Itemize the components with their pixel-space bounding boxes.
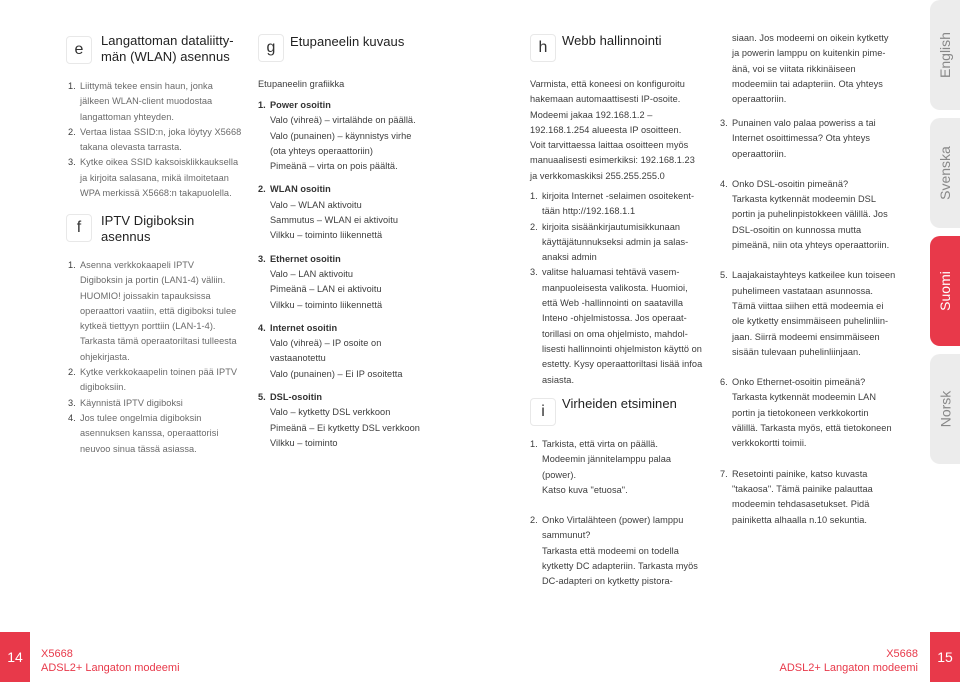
list-item-line: Onko Virtalähteen (power) lamppu	[542, 515, 684, 526]
list-item-number: 3.	[530, 267, 538, 278]
list-item	[258, 98, 458, 174]
list-item-number: 2.	[68, 126, 76, 137]
list-item-line: Valo (vihreä) – virtalähde on päällä.	[270, 115, 416, 126]
section-h-intro	[530, 77, 710, 184]
list-item-number: 1.	[68, 81, 76, 91]
list-item-number: 2.	[258, 184, 266, 195]
list-item	[68, 396, 258, 411]
list-item-line: puhelimeen vastataan asunnossa.	[732, 285, 873, 296]
section-f-title: IPTV Digiboksin asennus	[101, 213, 195, 244]
list-item-line: kytketty DC adapteriin. Tarkasta myös	[542, 561, 698, 572]
list-item-line: ohjekirjasta.	[80, 351, 130, 362]
list-item	[530, 265, 710, 387]
list-item-line: Jos tulee ongelmia digiboksin	[80, 412, 202, 423]
list-item-number: 4.	[68, 412, 76, 423]
list-item	[258, 252, 458, 313]
list-item-line: Tarkista, että virta on päällä.	[542, 439, 658, 449]
list-item-number: 3.	[68, 157, 76, 168]
list-item-line: "takaosa". Tämä painike palauttaa	[732, 483, 873, 494]
list-item-number: 4.	[720, 178, 728, 189]
list-item	[720, 177, 910, 253]
list-item-line: lisesti hallinnointi ohjelmiston käyttö on	[542, 343, 702, 354]
section-h-title: Webb hallinnointi	[562, 33, 662, 48]
text-line: Varmista, että koneesi on konfiguroitu	[530, 79, 685, 89]
list-item-line: DSL-osoitin on kunnossa mutta	[732, 224, 862, 235]
list-item-line: manpuoleisesta valikosta. Huomioi,	[542, 282, 688, 293]
list-item-line: Katso kuva "etuosa".	[542, 484, 628, 495]
section-i-list	[530, 437, 710, 605]
list-item-line: asennuksen kanssa, operaattorisi	[80, 428, 219, 439]
list-item-number: 4.	[258, 322, 266, 333]
list-item-heading: Power osoitin	[270, 100, 331, 110]
list-item	[720, 116, 910, 162]
list-item-line: DC-adapteri on kytketty pistora-	[542, 576, 673, 587]
list-item-line: Internet osoittimessa? Ota yhteys	[732, 133, 870, 144]
list-item-line: Tarkasta tämä operaatoriltasi tulleesta	[80, 336, 237, 347]
tab-norsk[interactable]: Norsk	[930, 354, 960, 464]
list-item-line: kirjoita Internet -selaimen osoitekent-	[542, 191, 695, 201]
list-item-line: estetty. Kysy operaattoriltasi lisää infoa	[542, 359, 703, 370]
list-item-line: operaattori vaatiin, että digiboksi tulee	[80, 305, 237, 316]
list-item-line: neuvoo sinua tässä asiassa.	[80, 443, 197, 454]
list-item-line: kirjoita sisäänkirjautumisikkunaan	[542, 221, 681, 232]
list-item-line: valitse haluamasi tehtävä vasem-	[542, 267, 680, 278]
list-item-line: Käynnistä IPTV digiboksi	[80, 397, 183, 408]
list-item-line: (ota yhteys operaattoriin)	[270, 145, 373, 156]
list-item	[720, 268, 910, 360]
footer-right-subtitle: ADSL2+ Langaton modeemi	[779, 662, 918, 674]
list-item-number: 2.	[68, 367, 76, 378]
section-g-marker	[258, 34, 284, 62]
list-item	[720, 375, 910, 451]
list-item-number: 3.	[258, 253, 266, 264]
list-item-number: 1.	[530, 439, 538, 449]
list-item-line: Valo (punainen) – käynnistys virhe	[270, 130, 412, 141]
list-item	[530, 220, 710, 266]
list-item	[530, 189, 710, 220]
list-item-line: sisään tulevaan puhelinliinjaan.	[732, 346, 861, 357]
list-item-line: portin ja tietokoneen verkkokortin	[732, 407, 869, 418]
text-line: ja verkkomaskiksi 255.255.255.0	[530, 170, 665, 181]
list-item-number: 1.	[68, 260, 76, 270]
list-item-line: digiboksiin.	[80, 382, 127, 393]
list-item-number: 5.	[720, 270, 728, 281]
list-item-line: Pimeänä – LAN ei aktivoitu	[270, 284, 382, 295]
list-item	[720, 467, 910, 528]
list-item-number: 2.	[530, 221, 538, 232]
section-i-marker	[530, 398, 556, 426]
list-item-heading: WLAN osoitin	[270, 184, 331, 195]
list-item-line: Resetointi painike, katso kuvasta	[732, 468, 868, 479]
list-item-number: 3.	[720, 118, 728, 128]
list-item-line: Valo – WLAN aktivoitu	[270, 199, 362, 210]
list-item-line: HUOMIO! joissakin tapauksissa	[80, 290, 211, 301]
list-item	[530, 513, 710, 589]
list-item-number: 3.	[68, 397, 76, 408]
list-item-line: torillasi on oma ohjelmisto, mahdol-	[542, 328, 688, 339]
section-i-letter: i	[541, 403, 545, 421]
list-item-line: Vilkku – toiminto liikennettä	[270, 299, 383, 310]
list-item-line: takana olevasta tarrasta.	[80, 142, 182, 153]
section-h-letter: h	[538, 39, 548, 57]
footer-right-text	[779, 647, 918, 675]
section-f-list	[68, 258, 258, 457]
list-item-line: langattoman yhteyden.	[80, 111, 175, 122]
text-line: hakemaan automaattisesti IP-osoite.	[530, 94, 681, 105]
list-item-line: Liittymä tekee ensin haun, jonka	[80, 81, 213, 91]
list-item-line: ole kytketty ensimmäiseen puhelinliin-	[732, 316, 889, 327]
list-item-line: Pimeänä – virta on pois päältä.	[270, 161, 398, 172]
list-item-line: Vertaa listaa SSID:n, joka löytyy X5668	[80, 126, 242, 137]
section-f-marker	[66, 214, 92, 242]
section-g-subtitle: Etupaneelin grafiikka	[258, 79, 345, 89]
footer-left-model: X5668	[41, 648, 73, 660]
tab-svenska[interactable]: Svenska	[930, 118, 960, 228]
list-item-number: 2.	[530, 515, 538, 526]
list-item-line: Laajakaistayhteys katkeilee kun toiseen	[732, 270, 896, 281]
list-item-line: Kytke oikea SSID kaksoisklikkauksella	[80, 157, 239, 168]
list-item-line: käyttäjätunnukseksi admin ja salas-	[542, 236, 689, 247]
tab-suomi[interactable]: Suomi	[930, 236, 960, 346]
text-line: 192.168.1.254 alueesta IP osoitteen.	[530, 124, 682, 135]
list-item-heading: DSL-osoitin	[270, 392, 323, 403]
list-item-line: anaksi admin	[542, 252, 597, 263]
list-item-line: ja kirjoita salasana, mikä ilmoitetaan	[80, 172, 229, 183]
text-line: Voit tarvittaessa laittaa osoitteen myös	[530, 140, 689, 151]
footer-right-model: X5668	[886, 648, 918, 660]
list-item-line: Tarkasta kytkennät modeemin LAN	[732, 392, 877, 403]
list-item-line: jaan. Siirrä modeemi ensimmäiseen	[732, 331, 880, 342]
list-item-line: Pimeänä – Ei kytketty DSL verkkoon	[270, 422, 420, 433]
list-item-number: 1.	[258, 100, 266, 110]
list-item-line: asiasta.	[542, 374, 575, 385]
text-line: manuaalisesti esimerkiksi: 192.168.1.23	[530, 155, 695, 166]
language-tabs	[930, 0, 960, 682]
list-item-line: Tarkasta kytkennät modeemin DSL	[732, 194, 877, 205]
list-item-line: että Web -hallinnointi on saatavilla	[542, 298, 684, 309]
footer-left-subtitle: ADSL2+ Langaton modeemi	[41, 662, 180, 674]
list-item	[258, 321, 458, 382]
section-i-title: Virheiden etsiminen	[562, 396, 677, 411]
section-e-marker	[66, 36, 92, 64]
list-item-line: Vilkku – toiminto	[270, 437, 338, 448]
list-item-line: Kytke verkkokaapelin toinen pää IPTV	[80, 367, 238, 378]
list-item	[68, 411, 258, 457]
list-item-line: Vilkku – toiminto liikennettä	[270, 230, 383, 241]
list-item-line: Valo – kytketty DSL verkkoon	[270, 407, 391, 418]
section-e-list	[68, 79, 258, 201]
list-item-line: portin ja puhelinpistokkeen välillä. Jos	[732, 209, 888, 220]
footer-left-text	[41, 647, 180, 675]
list-item-number: 7.	[720, 468, 728, 479]
tab-english[interactable]: English	[930, 0, 960, 110]
list-item-number: 1.	[530, 191, 538, 201]
list-item-line: Punainen valo palaa poweriss a tai	[732, 118, 876, 128]
list-item-line: pimeänä, niin ota yhteys operaattoriin.	[732, 240, 890, 251]
list-item-line: Valo (vihreä) – IP osoite on	[270, 338, 382, 349]
list-item-line: jälkeen WLAN-client muodostaa	[80, 96, 213, 107]
list-item-line: Digiboksin ja portin (LAN1-4) väliin.	[80, 275, 226, 286]
page-number-left: 14	[0, 632, 30, 682]
list-item	[68, 79, 258, 125]
list-item-line: Valo (punainen) – Ei IP osoitetta	[270, 368, 403, 379]
list-item-heading: Internet osoitin	[270, 322, 338, 333]
column-4-continued-text	[732, 31, 912, 107]
text-line: Modeemi jakaa 192.168.1.2 –	[530, 109, 653, 120]
list-item-line: WPA merkissä X5668:n takapuolella.	[80, 188, 232, 199]
section-g-list	[258, 98, 458, 459]
section-h-list	[530, 189, 710, 388]
section-f-letter: f	[76, 219, 82, 237]
text-line: ja powerin lamppu on kuitenkin pime-	[732, 48, 886, 59]
list-item-heading: Ethernet osoitin	[270, 253, 341, 264]
list-item-line: Tämä viittaa siihen että modeemia ei	[732, 300, 884, 311]
list-item-line: operaattoriin.	[732, 148, 787, 159]
text-line: siaan. Jos modeemi on oikein kytketty	[732, 33, 889, 43]
list-item-line: kytkeä tiettyyn porttiin (LAN-1-4).	[80, 321, 216, 332]
list-item	[258, 182, 458, 243]
text-line: modeemiin tai adapteriin. Ota yhteys	[732, 78, 883, 89]
list-item	[68, 125, 258, 156]
list-item	[68, 155, 258, 201]
section-e-letter: e	[74, 41, 84, 59]
list-item	[68, 258, 258, 365]
list-item	[530, 437, 710, 498]
text-line: änä, voi se viitata rikkinäiseen	[732, 63, 856, 74]
section-e-title: Langattoman dataliitty- män (WLAN) asennus	[101, 33, 234, 64]
list-item-line: Onko Ethernet-osoitin pimeänä?	[732, 377, 866, 388]
list-item	[258, 390, 458, 451]
section-g-letter: g	[266, 39, 276, 57]
list-item-line: Intено -ohjelmistossa. Jos operaat-	[542, 313, 687, 324]
list-item-line: välillä. Tarkasta myös, että tietokoneen	[732, 423, 892, 434]
list-item-line: modeemin tehdasasetukset. Pidä	[732, 499, 870, 510]
list-item-line: Valo – LAN aktivoitu	[270, 268, 354, 279]
text-line: operaattoriin.	[732, 94, 787, 105]
list-item-line: Sammutus – WLAN ei aktivoitu	[270, 215, 399, 226]
list-item-number: 5.	[258, 392, 266, 403]
list-item-line: Onko DSL-osoitin pimeänä?	[732, 178, 849, 189]
list-item-number: 6.	[720, 377, 728, 388]
page-number-right: 15	[930, 632, 960, 682]
list-item-line: painiketta alhaalla n.10 sekuntia.	[732, 514, 868, 525]
list-item-line: Asenna verkkokaapeli IPTV	[80, 260, 195, 270]
section-h-marker	[530, 34, 556, 62]
section-g-title: Etupaneelin kuvaus	[290, 34, 405, 49]
list-item-line: verkkokortti toimii.	[732, 438, 807, 449]
list-item-line: sammunut?	[542, 530, 591, 541]
list-item-line: (power).	[542, 469, 577, 480]
list-item-line: Modeemin jännitelamppu palaa	[542, 454, 672, 465]
list-item-line: Tarkasta että modeemi on todella	[542, 545, 679, 556]
list-item-line: tään http://192.168.1.1	[542, 206, 636, 217]
list-item-line: vastaanotettu	[270, 353, 326, 364]
column-4-list	[720, 116, 910, 543]
list-item	[68, 365, 258, 396]
